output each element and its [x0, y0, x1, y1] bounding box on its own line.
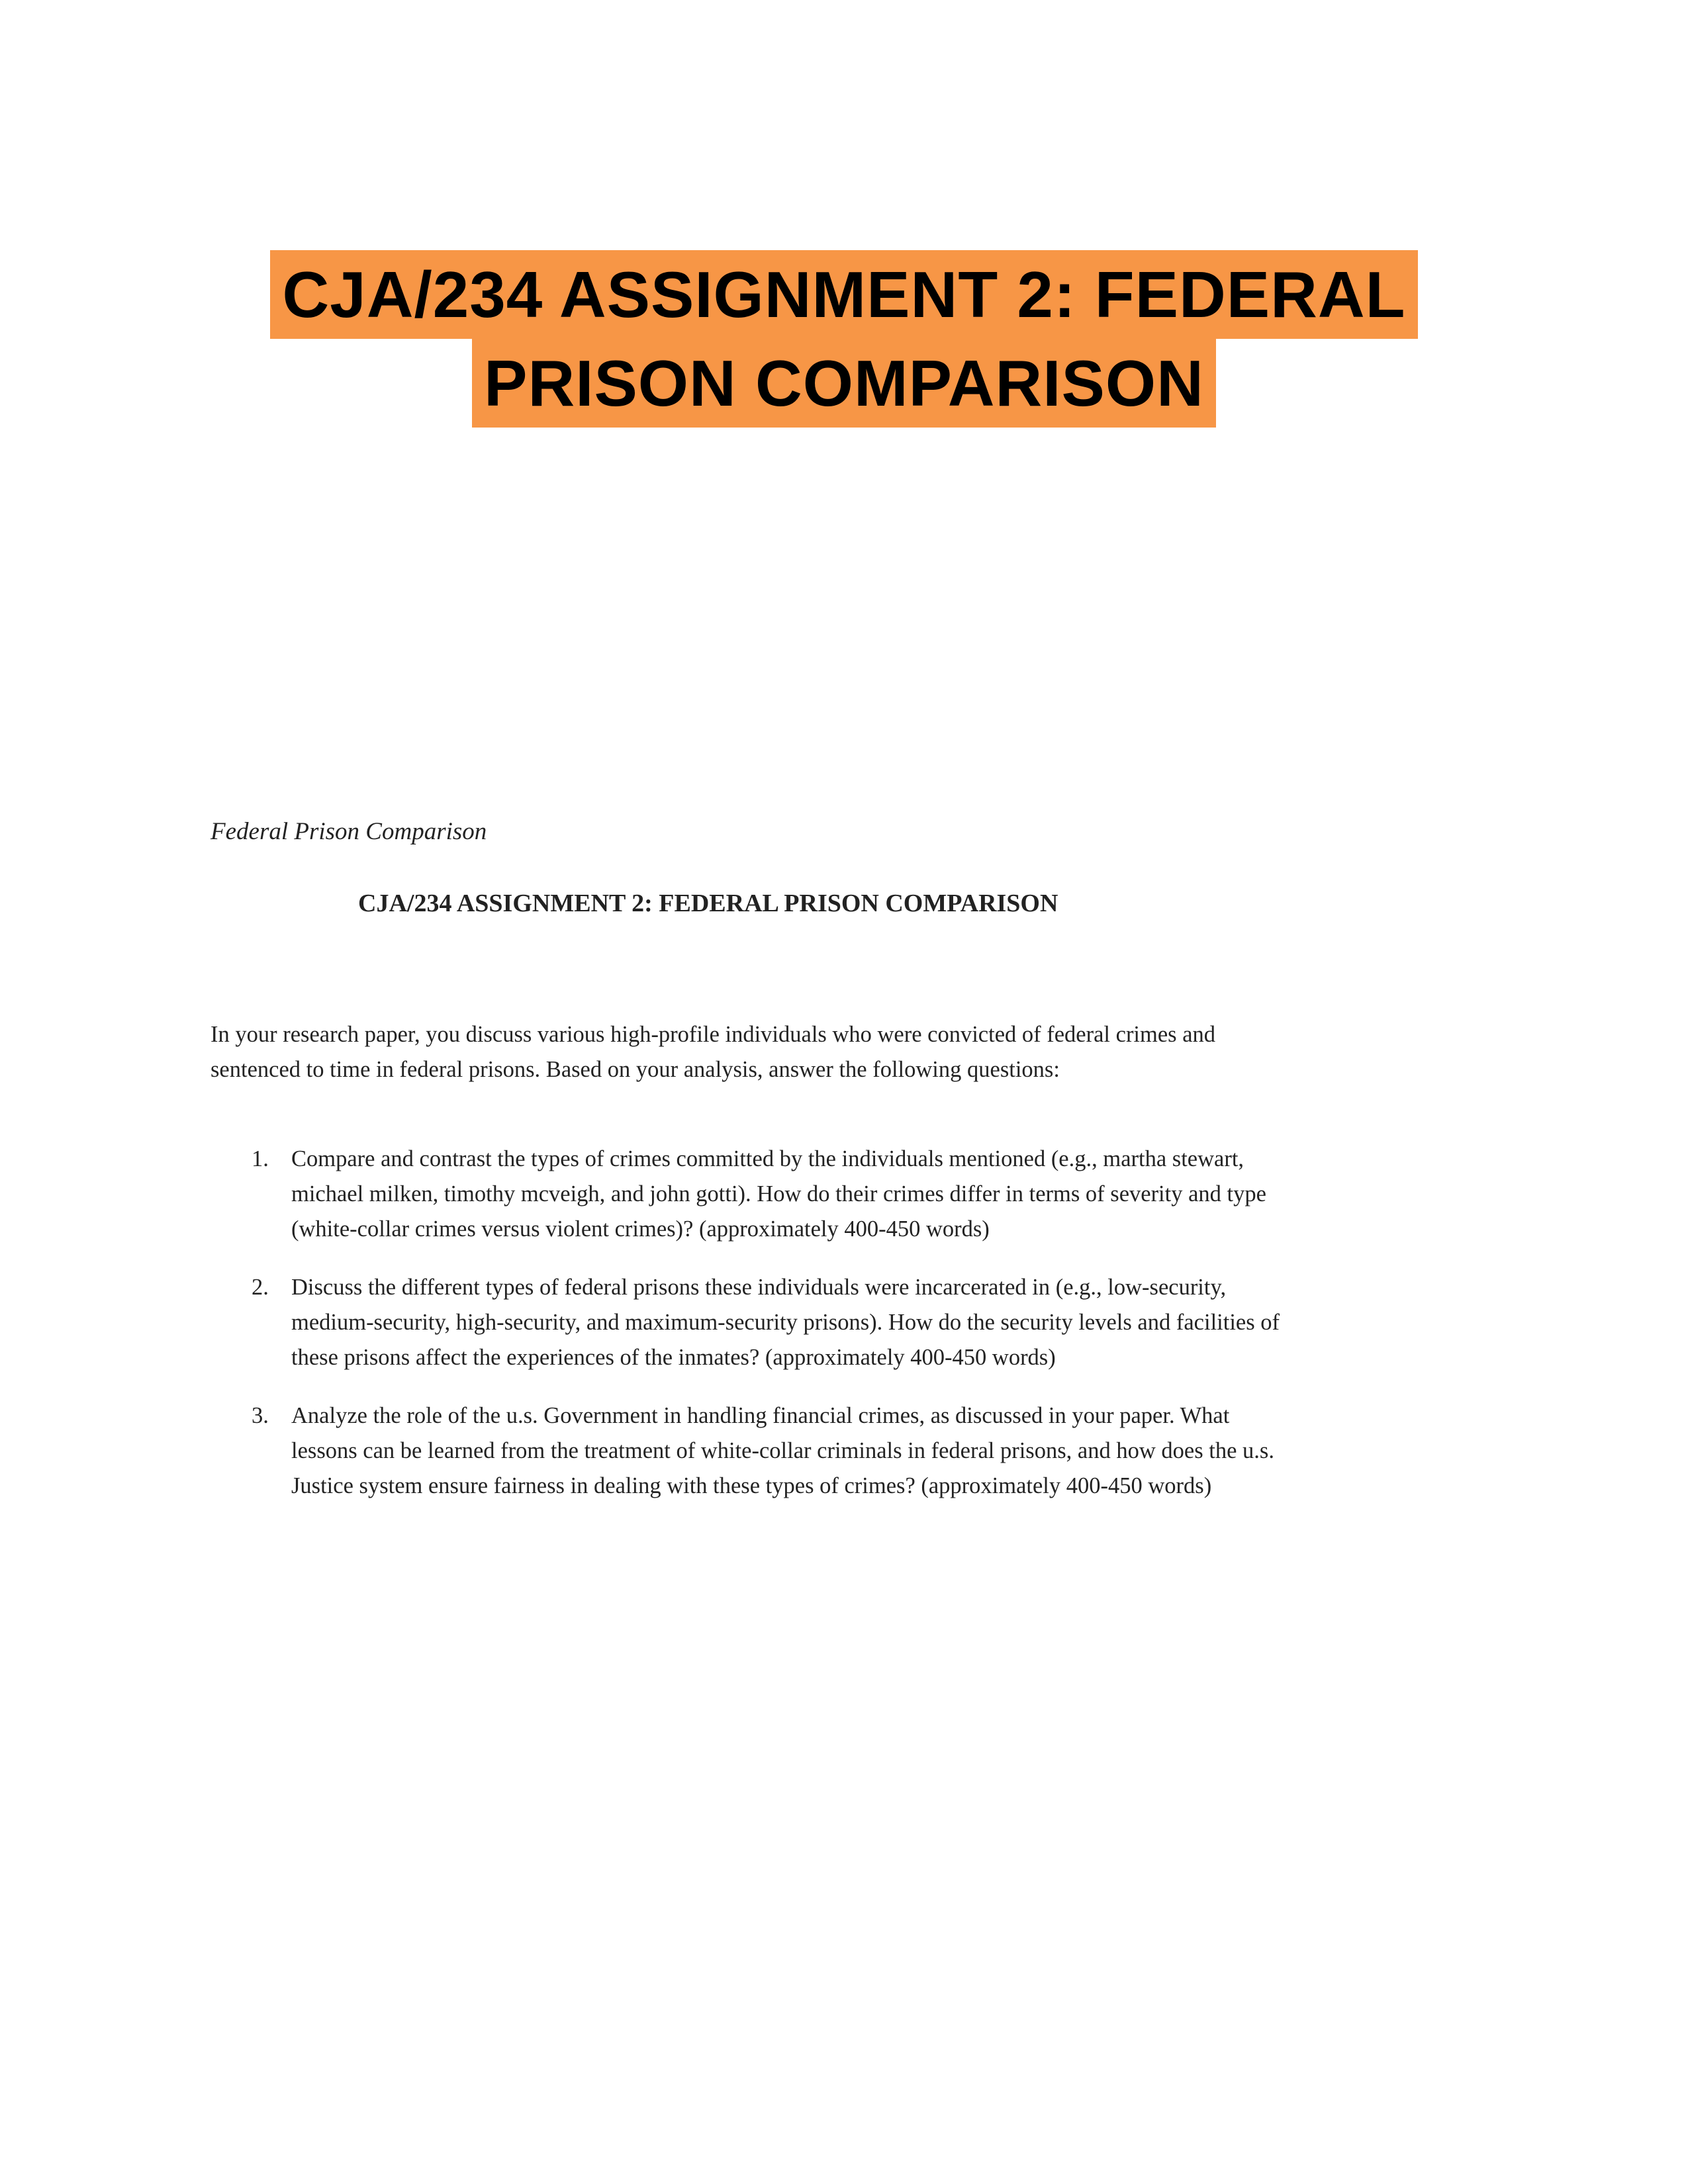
question-number: 3.: [252, 1403, 269, 1428]
banner-title-line-2: PRISON COMPARISON: [472, 339, 1216, 428]
question-text: Compare and contrast the types of crimes committed by the individuals mentioned (e.g., martha stewart, michael milken, timothy mcveigh, and john gotti). How do their crimes differ in terms of severity and type (white-collar crimes versus violent crimes)? (approximately 400-450 words): [291, 1146, 1266, 1242]
title-banner: [0, 250, 1688, 428]
running-head: Federal Prison Comparison: [211, 818, 487, 845]
question-text: Discuss the different types of federal prisons these individuals were incarcerated in (e.g., low-security, medium-security, high-security, and maximum-security prisons). How do the security levels and facilities of these prisons affect the experiences of the inmates? (approximately 400-450 words): [291, 1275, 1280, 1370]
question-text: Analyze the role of the u.s. Government in handling financial crimes, as discussed in your paper. What lessons can be learned from the treatment of white-collar criminals in federal prisons, and how does the u.s. Justice system ensure fairness in dealing with these types of crimes? (approximately 400-450 words): [291, 1403, 1274, 1498]
document-page-image: [211, 817, 1296, 1625]
document-title: CJA/234 ASSIGNMENT 2: FEDERAL PRISON COMPARISON: [358, 889, 1058, 917]
question-number: 1.: [252, 1146, 269, 1171]
list-item: [211, 1398, 1296, 1504]
intro-paragraph: In your research paper, you discuss various high-profile individuals who were convicted of federal crimes and sentenced to time in federal prisons. Based on your analysis, answer the following questions:: [211, 1022, 1216, 1082]
banner-title-line-1: CJA/234 ASSIGNMENT 2: FEDERAL: [270, 250, 1417, 339]
list-item: [211, 1142, 1296, 1247]
question-number: 2.: [252, 1275, 269, 1300]
question-list: [211, 1142, 1296, 1527]
list-item: [211, 1270, 1296, 1375]
